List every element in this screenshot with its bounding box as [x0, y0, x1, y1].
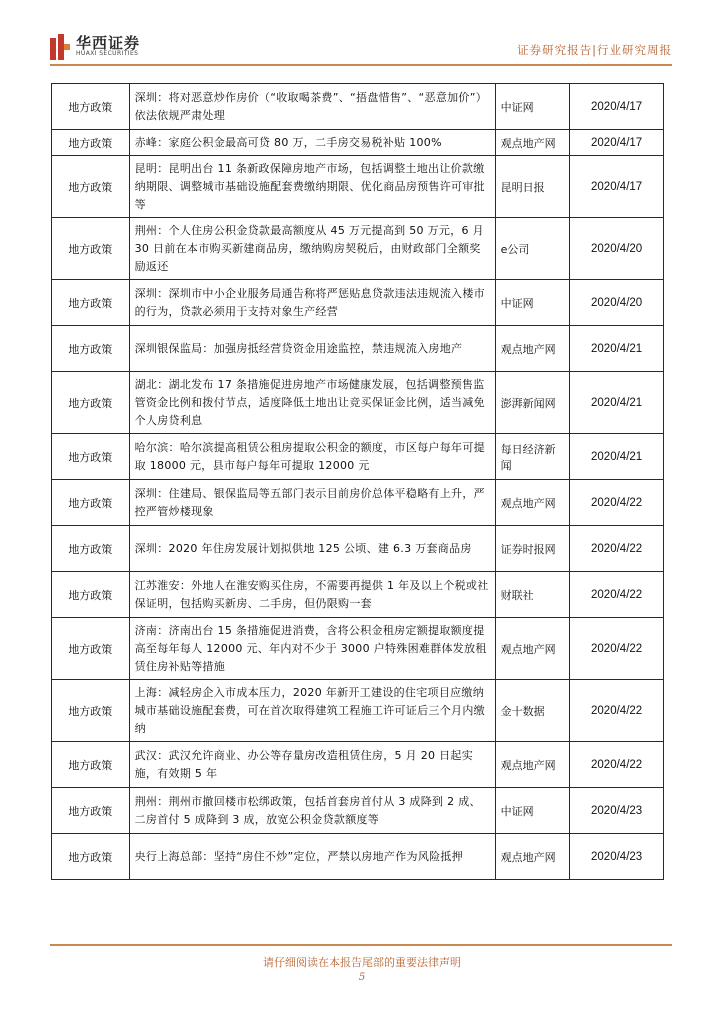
- content-cell: 深圳：住建局、银保监局等五部门表示目前房价总体平稳略有上升，严控严管炒楼现象: [129, 480, 495, 526]
- table-row: [52, 480, 664, 526]
- content-cell: 荆州：荆州市撤回楼市松绑政策，包括首套房首付从 3 成降到 2 成、二房首付 5 成降到 3 成，放宽公积金贷款额度等: [129, 788, 495, 834]
- date-cell: 2020/4/21: [570, 326, 664, 372]
- category-cell: 地方政策: [52, 130, 130, 156]
- content-cell: 深圳银保监局：加强房抵经营贷资金用途监控，禁违规流入房地产: [129, 326, 495, 372]
- brand-name-en: HUAXI SECURITIES: [76, 50, 139, 57]
- source-cell: 观点地产网: [495, 742, 570, 788]
- source-cell: 每日经济新闻: [495, 434, 570, 480]
- page-header: [0, 0, 724, 70]
- huaxi-logo-icon: [50, 34, 70, 60]
- category-cell: 地方政策: [52, 618, 130, 680]
- table-row: [52, 526, 664, 572]
- table-row: [52, 572, 664, 618]
- source-cell: 中证网: [495, 84, 570, 130]
- source-cell: 观点地产网: [495, 618, 570, 680]
- content-cell: 湖北：湖北发布 17 条措施促进房地产市场健康发展，包括调整预售监管资金比例和拨付节点，适度降低土地出让竞买保证金比例，适当减免个人房贷利息: [129, 372, 495, 434]
- table-row: [52, 434, 664, 480]
- content-cell: 赤峰：家庭公积金最高可贷 80 万，二手房交易税补贴 100%: [129, 130, 495, 156]
- content-cell: 央行上海总部：坚持“房住不炒”定位，严禁以房地产作为风险抵押: [129, 834, 495, 880]
- policy-table: [51, 83, 664, 880]
- source-cell: 财联社: [495, 572, 570, 618]
- date-cell: 2020/4/22: [570, 480, 664, 526]
- header-divider: [50, 64, 672, 66]
- source-cell: 观点地产网: [495, 480, 570, 526]
- category-cell: 地方政策: [52, 372, 130, 434]
- date-cell: 2020/4/22: [570, 572, 664, 618]
- report-type: 证券研究报告|行业研究周报: [517, 43, 672, 57]
- date-cell: 2020/4/22: [570, 742, 664, 788]
- table-row: [52, 326, 664, 372]
- category-cell: 地方政策: [52, 434, 130, 480]
- table-row: [52, 84, 664, 130]
- content-cell: 昆明：昆明出台 11 条新政保障房地产市场，包括调整土地出让价款缴纳期限、调整城市基础设施配套费缴纳期限、优化商品房预售许可审批等: [129, 156, 495, 218]
- content-cell: 荆州：个人住房公积金贷款最高额度从 45 万元提高到 50 万元，6 月 30 日前在本市购买新建商品房，缴纳购房契税后，由财政部门全额奖励返还: [129, 218, 495, 280]
- content-cell: 济南：济南出台 15 条措施促进消费，含将公积金租房定额提取额度提高至每年每人 12000 元、年内对不少于 3000 户特殊困难群体发放租赁住房补贴等措施: [129, 618, 495, 680]
- page-number: 5: [358, 972, 366, 983]
- table-row: [52, 372, 664, 434]
- source-cell: 观点地产网: [495, 326, 570, 372]
- source-cell: 证券时报网: [495, 526, 570, 572]
- source-cell: 中证网: [495, 788, 570, 834]
- table-row: [52, 834, 664, 880]
- content-cell: 深圳：2020 年住房发展计划拟供地 125 公顷、建 6.3 万套商品房: [129, 526, 495, 572]
- source-cell: 中证网: [495, 280, 570, 326]
- source-cell: 澎湃新闻网: [495, 372, 570, 434]
- category-cell: 地方政策: [52, 680, 130, 742]
- date-cell: 2020/4/23: [570, 834, 664, 880]
- source-cell: 观点地产网: [495, 130, 570, 156]
- footer-divider: [50, 944, 672, 946]
- content-cell: 江苏淮安：外地人在淮安购买住房，不需要再提供 1 年及以上个税或社保证明，包括购买新房、二手房，但仍限购一套: [129, 572, 495, 618]
- category-cell: 地方政策: [52, 326, 130, 372]
- source-cell: 观点地产网: [495, 834, 570, 880]
- table-row: [52, 280, 664, 326]
- source-cell: 昆明日报: [495, 156, 570, 218]
- date-cell: 2020/4/23: [570, 788, 664, 834]
- category-cell: 地方政策: [52, 834, 130, 880]
- brand-name: 华西证券: [76, 34, 141, 52]
- content-cell: 哈尔滨：哈尔滨提高租赁公租房提取公积金的额度，市区每户每年可提取 18000 元，县市每户每年可提取 12000 元: [129, 434, 495, 480]
- date-cell: 2020/4/17: [570, 130, 664, 156]
- date-cell: 2020/4/17: [570, 84, 664, 130]
- table-row: [52, 130, 664, 156]
- table-row: [52, 742, 664, 788]
- source-cell: e公司: [495, 218, 570, 280]
- category-cell: 地方政策: [52, 280, 130, 326]
- content-cell: 上海：减轻房企入市成本压力，2020 年新开工建设的住宅项目应缴纳城市基础设施配套费，可在首次取得建筑工程施工许可证后三个月内缴纳: [129, 680, 495, 742]
- date-cell: 2020/4/21: [570, 434, 664, 480]
- date-cell: 2020/4/17: [570, 156, 664, 218]
- date-cell: 2020/4/20: [570, 218, 664, 280]
- category-cell: 地方政策: [52, 218, 130, 280]
- date-cell: 2020/4/21: [570, 372, 664, 434]
- legal-disclaimer: 请仔细阅读在本报告尾部的重要法律声明: [263, 956, 461, 969]
- content-cell: 武汉：武汉允许商业、办公等存量房改造租赁住房，5 月 20 日起实施，有效期 5 年: [129, 742, 495, 788]
- content-cell: 深圳：将对恶意炒作房价（“收取喝茶费”、“捂盘惜售”、“恶意加价”）依法依规严肃处理: [129, 84, 495, 130]
- date-cell: 2020/4/22: [570, 680, 664, 742]
- content-cell: 深圳：深圳市中小企业服务局通告称将严惩贴息贷款违法违规流入楼市的行为，贷款必须用于支持对象生产经营: [129, 280, 495, 326]
- category-cell: 地方政策: [52, 84, 130, 130]
- table-row: [52, 680, 664, 742]
- category-cell: 地方政策: [52, 526, 130, 572]
- category-cell: 地方政策: [52, 572, 130, 618]
- date-cell: 2020/4/22: [570, 526, 664, 572]
- table-row: [52, 156, 664, 218]
- category-cell: 地方政策: [52, 156, 130, 218]
- category-cell: 地方政策: [52, 480, 130, 526]
- date-cell: 2020/4/20: [570, 280, 664, 326]
- table-row: [52, 618, 664, 680]
- table-row: [52, 788, 664, 834]
- source-cell: 金十数据: [495, 680, 570, 742]
- table-row: [52, 218, 664, 280]
- category-cell: 地方政策: [52, 742, 130, 788]
- category-cell: 地方政策: [52, 788, 130, 834]
- date-cell: 2020/4/22: [570, 618, 664, 680]
